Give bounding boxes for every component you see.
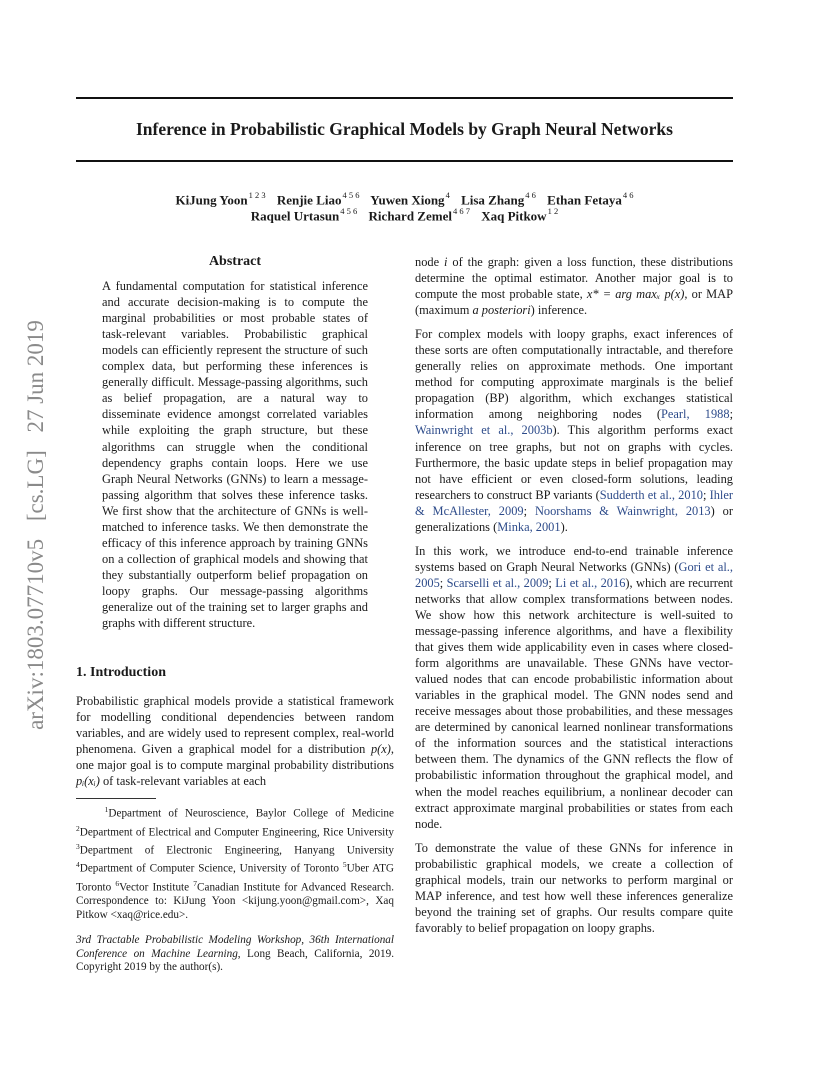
title-rule-top [76, 97, 733, 99]
author-affiliation: 1 2 [547, 206, 559, 216]
author-name: Raquel Urtasun [250, 208, 340, 224]
citation-link[interactable]: Minka, 2001 [497, 519, 561, 534]
left-column [76, 254, 394, 975]
author-list-line-2 [76, 207, 733, 224]
body-paragraph: node i of the graph: given a loss function, these distributions determine the optimal estimator. Another major goal is to compute the most probable state, x* = arg maxₓ p(x), or MAP (maximum a posteriori) inference. [415, 255, 734, 318]
author-name: Richard Zemel [368, 208, 452, 224]
right-column [415, 254, 733, 936]
citation-link[interactable]: Noorshams & Wainwright, 2013 [534, 503, 711, 518]
author-name: Yuwen Xiong [370, 192, 445, 208]
citation-link[interactable]: Scarselli et al., 2009 [446, 575, 549, 590]
abstract-text: A fundamental computation for statistical inference and accurate decision-making is to compute the marginal probabilities or most probable states of task-relevant variables. Probabilistic graphical models can efficiently represent the structure of such complex data, but performing these inferences is generally difficult. Message-passing algorithms, such as belief propagation, are a natural way to disseminate evidence amongst correlated variables while exploiting the graph structure, but these algorithms can struggle when the conditional dependency graphs contain loops. Here we use Graph Neural Networks (GNNs) to learn a message-passing algorithm that solves these inference tasks. We first show that the architecture of GNNs is well-matched to inference tasks. We then demonstrate the efficacy of this inference approach by training GNNs on a collection of graphical models and showing that they substantially outperform belief propagation on loopy graphs. Our message-passing algorithms generalize out of the training set to larger graphs and graphs with different structure. [102, 279, 368, 631]
workshop-note: 3rd Tractable Probabilistic Modeling Workshop, 36th International Conference on Machine Learning, Long Beach, California, 2019. Copyright 2019 by the author(s). [76, 934, 394, 974]
author-name: KiJung Yoon [175, 192, 248, 208]
paper-title: Inference in Probabilistic Graphical Models by Graph Neural Networks [136, 119, 673, 139]
body-paragraph: To demonstrate the value of these GNNs for inference in probabilistic graphical models, we create a collection of graphical models, train our networks to perform marginal or MAP inference, and test how well these inferences generalize beyond the training set of graphs. Our results compare quite favorably to belief propagation on loopy graphs. [415, 840, 733, 935]
author-name: Xaq Pitkow [481, 208, 547, 224]
author-name: Renjie Liao [276, 192, 342, 208]
affiliation-footnotes: $^1$Department of Neuroscience, Baylor College of Medicine $^2$Department of Electrical and Computer Engineering, Rice University $^3$Department of Electronic Engineering, Hanyang University $^4$Department of Computer Science, University of Toronto $^5$Uber ATG Toronto $^6$Vector Institute $^7$Canadian Institute for Advanced Research. Correspondence to: KiJung Yoon <kijung.yoon@gmail.com>, Xaq Pitkow <xaq@rice.edu>. [76, 805, 395, 921]
citation-link[interactable]: Ihler & McAllester, 2009 [415, 487, 733, 518]
arxiv-id: arXiv:1803.07710v5 [23, 538, 48, 730]
arxiv-date: 27 Jun 2019 [23, 320, 48, 433]
author-affiliation: 4 5 6 [340, 206, 358, 216]
intro-paragraph: Probabilistic graphical models provide a statistical framework for modelling conditional dependencies between random variables, and are widely used to represent complex, real-world phenomena. Given a graphical model for a distribution p(x), one major goal is to compute marginal probability distributions pᵢ(xᵢ) of task-relevant variables at each [76, 694, 394, 789]
author-affiliation: 1 2 3 [248, 190, 266, 200]
body-paragraph: For complex models with loopy graphs, exact inferences of these sorts are often computationally intractable, and therefore generally relies on approximate methods. One important method for computing approximate marginals is the belief propagation (BP) algorithm, which exchanges statistical information among neighboring nodes (Pearl, 1988; Wainwright et al., 2003b). This algorithm performs exact inference on tree graphs, but not on graphs with cycles. Furthermore, the basic update steps in belief propagation may not have efficient or even closed-form solutions, leading researchers to construct BP variants (Sudderth et al., 2010; Ihler & McAllester, 2009; Noorshams & Wainwright, 2013) or generalizations (Minka, 2001). [415, 327, 734, 534]
citation-link[interactable]: Pearl, 1988 [661, 407, 730, 422]
citation-link[interactable]: Sudderth et al., 2010 [599, 487, 703, 502]
title-rule-bottom [76, 160, 733, 162]
math-inline: x* = arg maxₓ p(x) [586, 287, 685, 302]
correspondence-note: Correspondence to: KiJung Yoon <kijung.yoon@gmail.com>, Xaq Pitkow <xaq@rice.edu>. [76, 895, 394, 921]
section-heading-introduction: 1. Introduction [76, 665, 166, 681]
body-paragraph: In this work, we introduce end-to-end trainable inference systems based on Graph Neural Networks (GNNs) (Gori et al., 2005; Scarselli et al., 2009; Li et al., 2016), which are recurrent networks that allow complex transformations between nodes. We show how this network architecture is well-suited to message-passing inference algorithms, and have a flexibility that gives them wide applicability even in cases where closed-form algorithms are unavailable. These GNNs have vector-valued nodes that can encode probabilistic information about variables in the graphical model. The GNN nodes send and receive messages about those probabilities, and these messages are determined by canonical learned nonlinear transformations of the information sources and the statistical interactions between them. The dynamics of the GNN reflects the flow of probabilistic information throughout the graphical model, and when the model reaches equilibrium, a nonlinear decoder can extract approximate marginal probabilities or states from each node. [415, 543, 733, 831]
author-affiliation: 4 6 7 [452, 206, 470, 216]
author-name: Lisa Zhang [461, 192, 525, 208]
math-inline: p(x) [370, 742, 391, 757]
citation-link[interactable]: Li et al., 2016 [555, 575, 626, 590]
arxiv-category: [cs.LG] [23, 450, 48, 522]
arxiv-watermark [23, 320, 49, 730]
author-list-line-1 [76, 191, 733, 208]
math-inline: pᵢ(xᵢ) [76, 774, 100, 789]
author-affiliation: 4 5 6 [342, 190, 360, 200]
footnote-divider [76, 798, 156, 799]
author-affiliation: 4 6 [622, 190, 634, 200]
author-affiliation: 4 6 [525, 190, 536, 200]
abstract-heading: Abstract [208, 254, 262, 269]
author-affiliation: 4 [445, 190, 450, 200]
citation-link[interactable]: Gori et al., 2005 [415, 559, 733, 590]
author-name: Ethan Fetaya [547, 192, 622, 208]
citation-link[interactable]: Wainwright et al., 2003b [415, 423, 553, 438]
